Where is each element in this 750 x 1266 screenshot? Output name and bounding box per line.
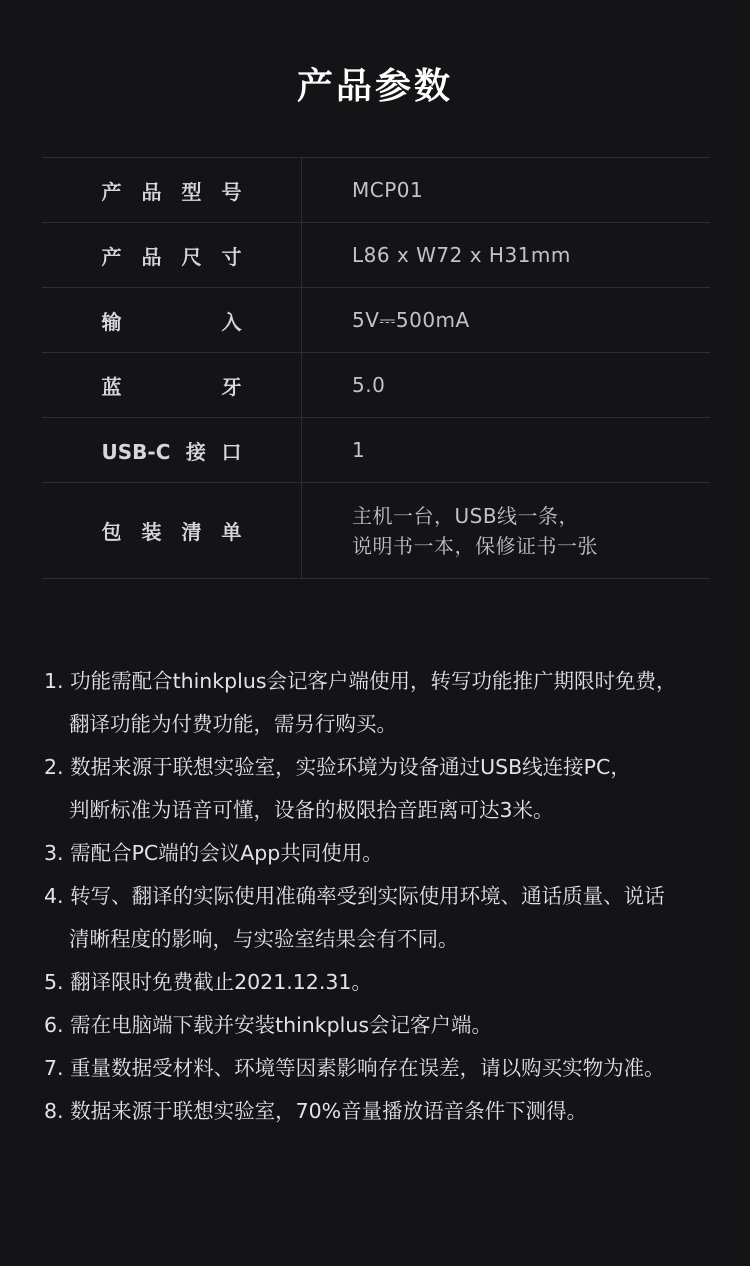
spec-value-line: 说明书一本，保修证书一张 [352,533,598,558]
spec-value-line: 主机一台，USB线一条， [352,503,580,528]
note-item [44,832,714,875]
note-line: 5. 翻译限时免费截止2021.12.31。 [44,970,372,994]
note-item [44,746,714,832]
spec-row-package [42,483,710,579]
note-line: 7. 重量数据受材料、环境等因素影响存在误差，请以购买实物为准。 [44,1056,665,1080]
spec-table [42,157,710,579]
note-line: 4. 转写、翻译的实际使用准确率受到实际使用环境、通话质量、说话 [44,884,665,908]
note-line: 8. 数据来源于联想实验室，70%音量播放语音条件下测得。 [44,1099,588,1123]
note-item [44,660,714,746]
note-item [44,1090,714,1133]
spec-value [302,483,710,578]
spec-label: 包装清单 [101,520,242,544]
note-line: 6. 需在电脑端下载并安装thinkplus会记客户端。 [44,1013,493,1037]
note-line: 1. 功能需配合thinkplus会记客户端使用，转写功能推广期限时免费， [44,669,677,693]
spec-row-bluetooth [42,353,710,418]
page-title: 产品参数 [296,66,453,107]
spec-value: 5.0 [352,373,386,397]
note-line: 判断标准为语音可懂，设备的极限拾音距离可达3米。 [69,798,554,822]
spec-label: 产品尺寸 [101,244,242,269]
note-item [44,875,714,961]
spec-label: USB-C接口 [101,439,242,464]
spec-label: 产品型号 [101,179,242,204]
note-line: 2. 数据来源于联想实验室，实验环境为设备通过USB线连接PC， [44,755,631,779]
note-line: 翻译功能为付费功能，需另行购买。 [69,712,397,736]
spec-label: 输入 [101,309,242,334]
note-item [44,961,714,1004]
spec-value: 5V⎓500mA [352,308,470,332]
note-item [44,1004,714,1047]
note-item [44,1047,714,1090]
spec-row-model [42,158,710,223]
spec-label: 蓝牙 [101,374,242,399]
note-line: 3. 需配合PC端的会议App共同使用。 [44,841,383,865]
spec-value: MCP01 [352,178,424,202]
spec-row-size [42,223,710,288]
note-line: 清晰程度的影响，与实验室结果会有不同。 [69,927,459,951]
spec-value: 1 [352,438,366,462]
notes-list [44,660,714,1133]
spec-value: L86 x W72 x H31mm [352,243,571,267]
spec-row-input [42,288,710,353]
spec-row-usbc [42,418,710,483]
